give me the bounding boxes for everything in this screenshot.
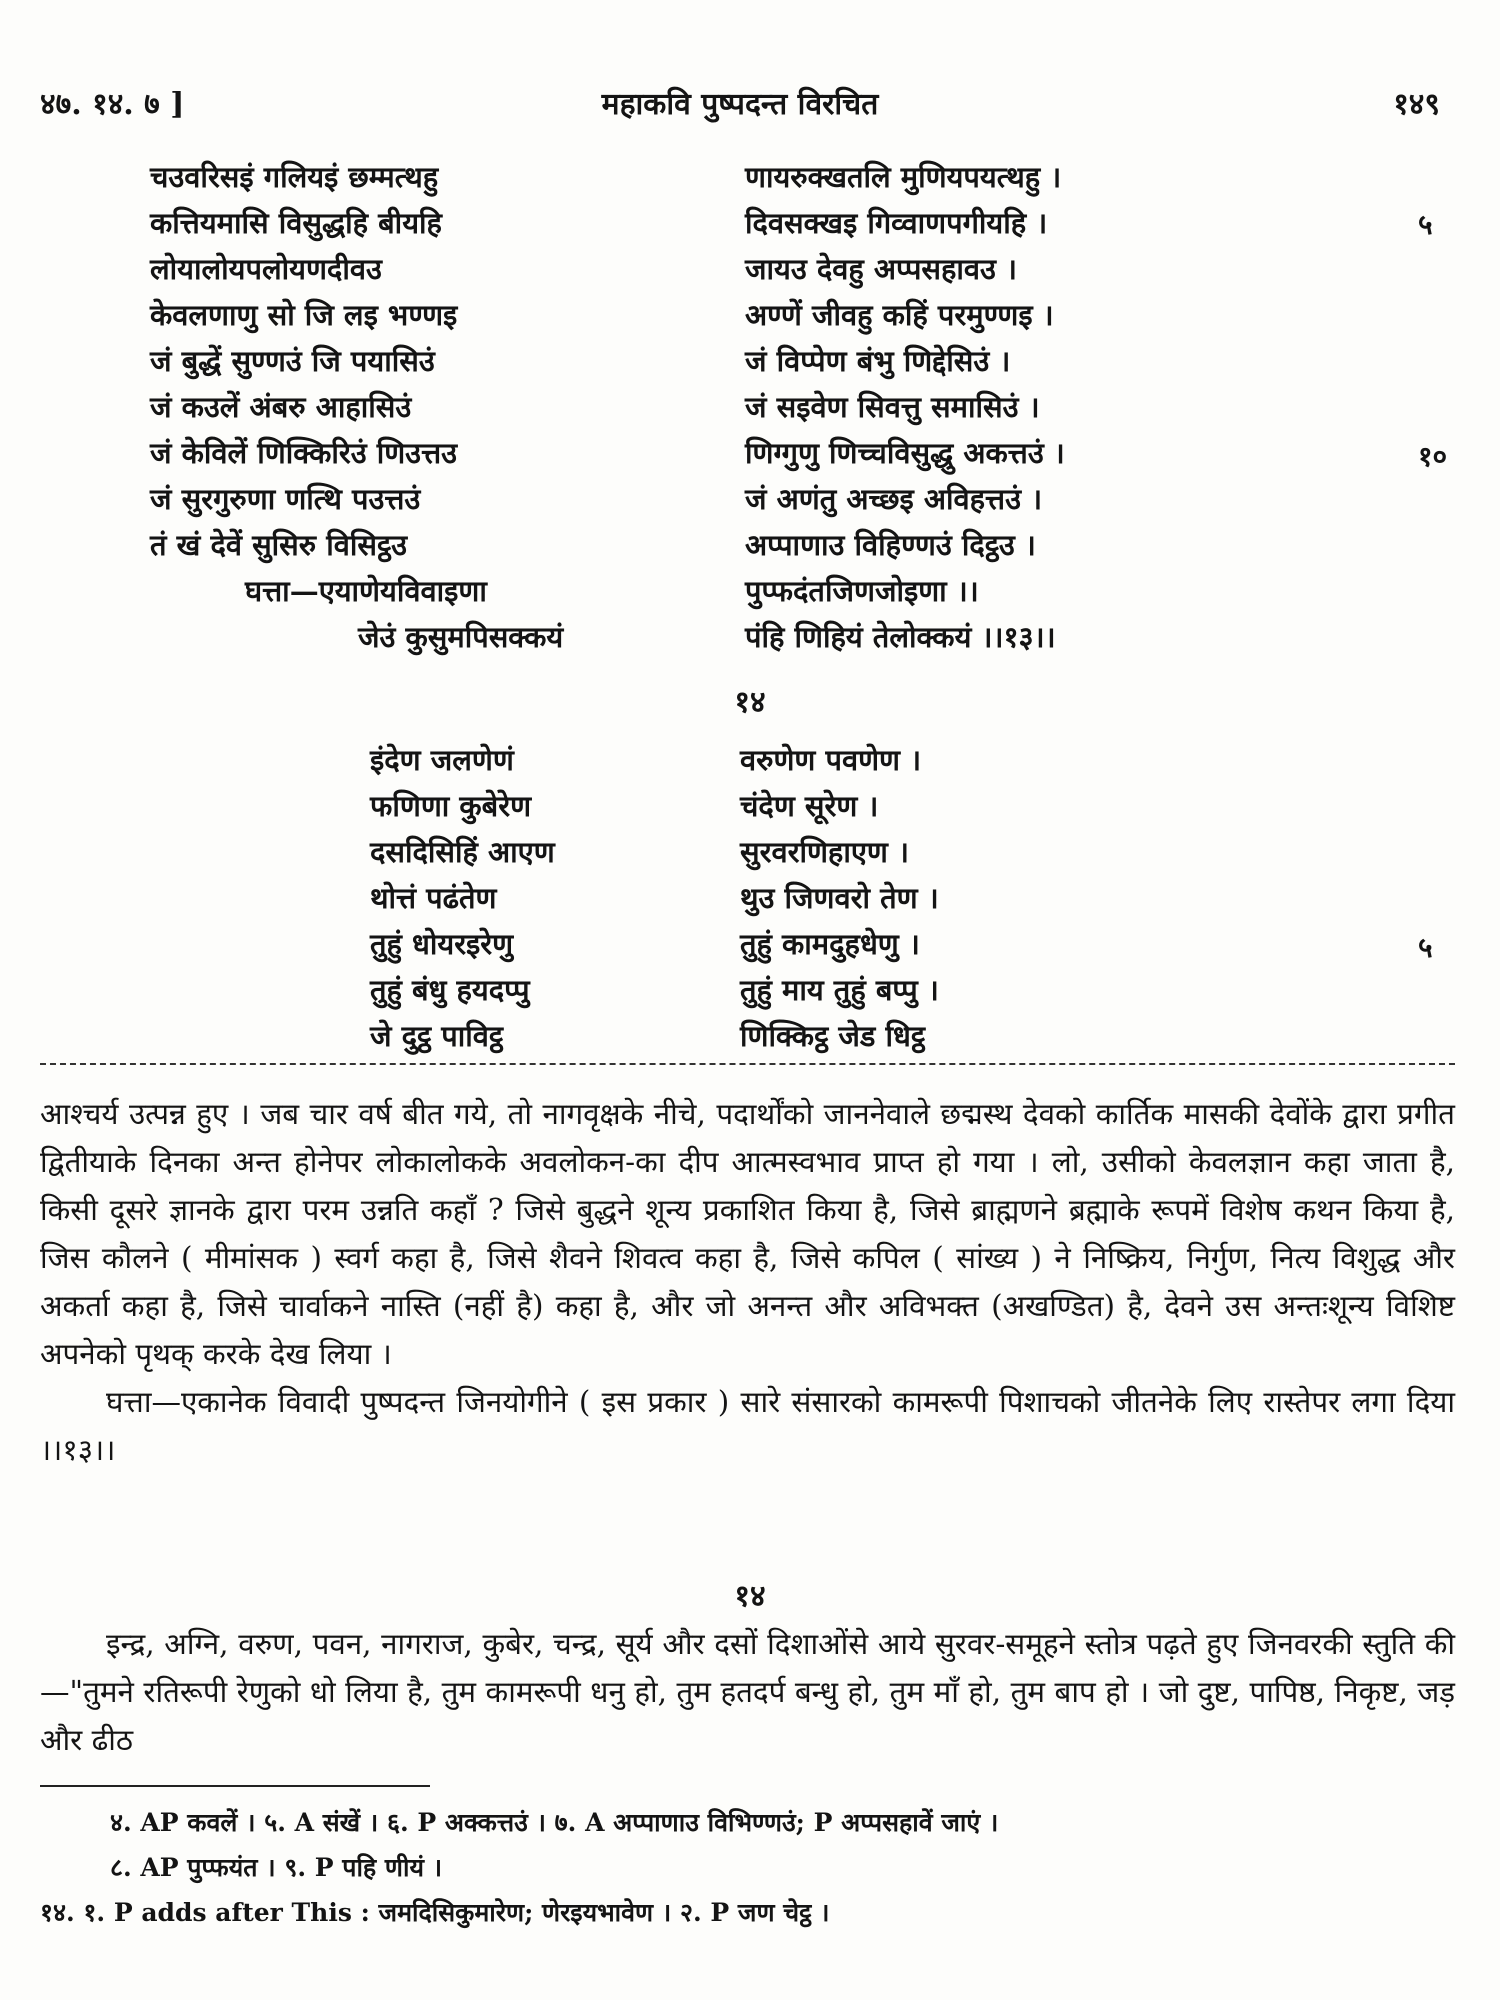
running-title: महाकवि पुष्पदन्त विरचित xyxy=(601,87,879,122)
verse-reference: ४७. १४. ७ ] xyxy=(40,87,185,122)
footnote-line: ८. AP पुप्फयंत । ९. P पहि णीयं । xyxy=(110,1853,443,1882)
footnote-line: १४. १. P adds after This : जमदिसिकुमारेण; णेरइयभावेण । २. P जण चेट्ठ । xyxy=(40,1898,830,1927)
line-number: ५ xyxy=(1418,931,1433,964)
book-page: ४७. १४. ७ ] महाकवि पुष्पदन्त विरचित १४९ चउवरिसइं गलियइं छम्मत्थहु णायरुक्खतलि मुणियपयत्थहु । कत्तियमासि विसुद्धहि बीयहि दिवसक्खइ गिव्वाणपगीयहि । ५ लोयालोयपलोयणदीवउ जायउ देवहु अप्पसहावउ । केवलणाणु सो जि लइ भण्णइ अण्णें जीवहु कहिं परमुण्णइ । जं बुद्धें सुण्णउं जि पयासिउं जं विप्पेण बंभु णिद्देसिउं । जं कउलें अंबरु आहासिउं जं सइवेण सिवत्तु समासिउं । जं केविलें णिक्किरिउं णिउत्तउ णिग्गुणु णिच्चविसुद्धु अकत्तउं । १० जं सुरगुरुणा णत्थि पउत्तउं जं अणंतु अच्छइ अविहत्तउं । तं खं देवें सुसिरु विसिट्ठउ अप्पाणाउ विहिण्णउं दिट्ठउ । घत्ता—एयाणेयविवाइणा पुप्फदंतजिणजोइणा ।। जेउं कुसुमपिसक्कयं पंहि णिहियं तेलोक्कयं ।।१३।। १४ इंदेण जलणेणं वरुणेण पवणेण । फणिणा कुबेरेण चंदेण सूरेण । दसदिसिहिं आएण सुरवरणिहाएण । थोत्तं पढंतेण थुउ जिणवरो तेण । तुहुं धोयरइरेणु तुहुं कामदुहधेणु । ५ तुहुं बंधु हयदप्पु तुहुं माय तुहुं बप्पु । जे दुट्ठ पाविट्ठ णिक्किट्ठ जेड धिट्ठ आश्चर्य उत्पन्न हुए । जब चार वर्ष बीत गये, तो नागवृक्षके नीचे, पदार्थोंको जाननेवाले छद्मस्थ देवको कार्तिक मासकी देवोंके द्वारा प्रगीत द्वितीयाके दिनका अन्त होनेपर लोकालोकके अवलोकन-का दीप आत्मस्वभाव प्राप्त हो गया । लो, उसीको केवलज्ञान कहा जाता है, किसी दूसरे ज्ञानके द्वारा परम उन्नति कहाँ ? जिसे बुद्धने शून्य प्रकाशित किया है, जिसे ब्राह्मणने ब्रह्माके रूपमें विशेष कथन किया है, जिस कौलने ( मीमांसक ) स्वर्ग कहा है, जिसे शैवने शिवत्व कहा है, जिसे कपिल ( सांख्य ) ने निष्क्रिय, निर्गुण, नित्य विशुद्ध और अकर्ता कहा है, जिसे चार्वाकने नास्ति (नहीं है) कहा है, और जो अनन्त और अविभक्त (अखण्डित) है, देवने उस अन्तःशून्य विशिष्ट अपनेको पृथक् करके देख लिया । घत्ता—एकानेक विवादी पुष्पदन्त जिनयोगीने ( इस प्रकार ) सारे संसारको कामरूपी पिशाचको जीतनेके लिए रास्तेपर लगा दिया ।।१३।। १४ इन्द्र, अग्नि, वरुण, पवन, नागराज, कुबेर, चन्द्र, सूर्य और दसों दिशाओंसे आये सुरवर-समूहने स्तोत्र पढ़ते हुए जिनवरकी स्तुति की—"तुमने रतिरूपी रेणुको धो लिया है, तुम कामरूपी धनु हो, तुम हतदर्प बन्धु हो, तुम माँ हो, तुम बाप हो । जो दुष्ट, पापिष्ठ, निकृष्ट, जड़ और ढीठ ४. AP कवलें । ५. A संखें । ६. P अक्कत्तउं । ७. A अप्पाणाउ विभिण्णउं; P अप्पसहावें जाएं । ८. AP पुप्फयंत । ९. P पहि णीयं । १४. १. P adds after This : जमदिसिकुमारेण; णेरइयभावेण । २. P जण चेट्ठ । xyxy=(0,0,1500,2000)
ghatta-translation: घत्ता—एकानेक विवादी पुष्पदन्त जिनयोगीने ( इस प्रकार ) सारे संसारको कामरूपी पिशाचको जीतनेके लिए रास्तेपर लगा दिया ।।१३।। xyxy=(40,1385,1455,1467)
translation-13 xyxy=(40,1090,1455,1474)
line-number: १० xyxy=(1418,440,1448,473)
section-number: १४ xyxy=(734,685,766,720)
page-header xyxy=(40,82,1440,130)
page-number: १४९ xyxy=(1393,87,1440,122)
translation-14 xyxy=(40,1620,1455,1764)
footnote-line: ४. AP कवलें । ५. A संखें । ६. P अक्कत्तउं । ७. A अप्पाणाउ विभिण्णउं; P अप्पसहावें जाएं । xyxy=(110,1808,999,1837)
section-divider xyxy=(40,1063,1455,1065)
line-number: ५ xyxy=(1418,208,1433,241)
footnote-rule xyxy=(40,1785,430,1787)
translation-paragraph: आश्चर्य उत्पन्न हुए । जब चार वर्ष बीत गये, तो नागवृक्षके नीचे, पदार्थोंको जाननेवाले छद्मस्थ देवको कार्तिक मासकी देवोंके द्वारा प्रगीत द्वितीयाके दिनका अन्त होनेपर लोकालोकके अवलोकन-का दीप आत्मस्वभाव प्राप्त हो गया । लो, उसीको केवलज्ञान कहा जाता है, किसी दूसरे ज्ञानके द्वारा परम उन्नति कहाँ ? जिसे बुद्धने शून्य प्रकाशित किया है, जिसे ब्राह्मणने ब्रह्माके रूपमें विशेष कथन किया है, जिस कौलने ( मीमांसक ) स्वर्ग कहा है, जिसे शैवने शिवत्व कहा है, जिसे कपिल ( सांख्य ) ने निष्क्रिय, निर्गुण, नित्य विशुद्ध और अकर्ता कहा है, जिसे चार्वाकने नास्ति (नहीं है) कहा है, और जो अनन्त और अविभक्त (अखण्डित) है, देवने उस अन्तःशून्य विशिष्ट अपनेको पृथक् करके देख लिया । xyxy=(40,1097,1455,1371)
translation-paragraph: इन्द्र, अग्नि, वरुण, पवन, नागराज, कुबेर, चन्द्र, सूर्य और दसों दिशाओंसे आये सुरवर-समूहने स्तोत्र पढ़ते हुए जिनवरकी स्तुति की—"तुमने रतिरूपी रेणुको धो लिया है, तुम कामरूपी धनु हो, तुम हतदर्प बन्धु हो, तुम माँ हो, तुम बाप हो । जो दुष्ट, पापिष्ठ, निकृष्ट, जड़ और ढीठ xyxy=(40,1627,1455,1757)
section-number: १४ xyxy=(734,1579,766,1614)
